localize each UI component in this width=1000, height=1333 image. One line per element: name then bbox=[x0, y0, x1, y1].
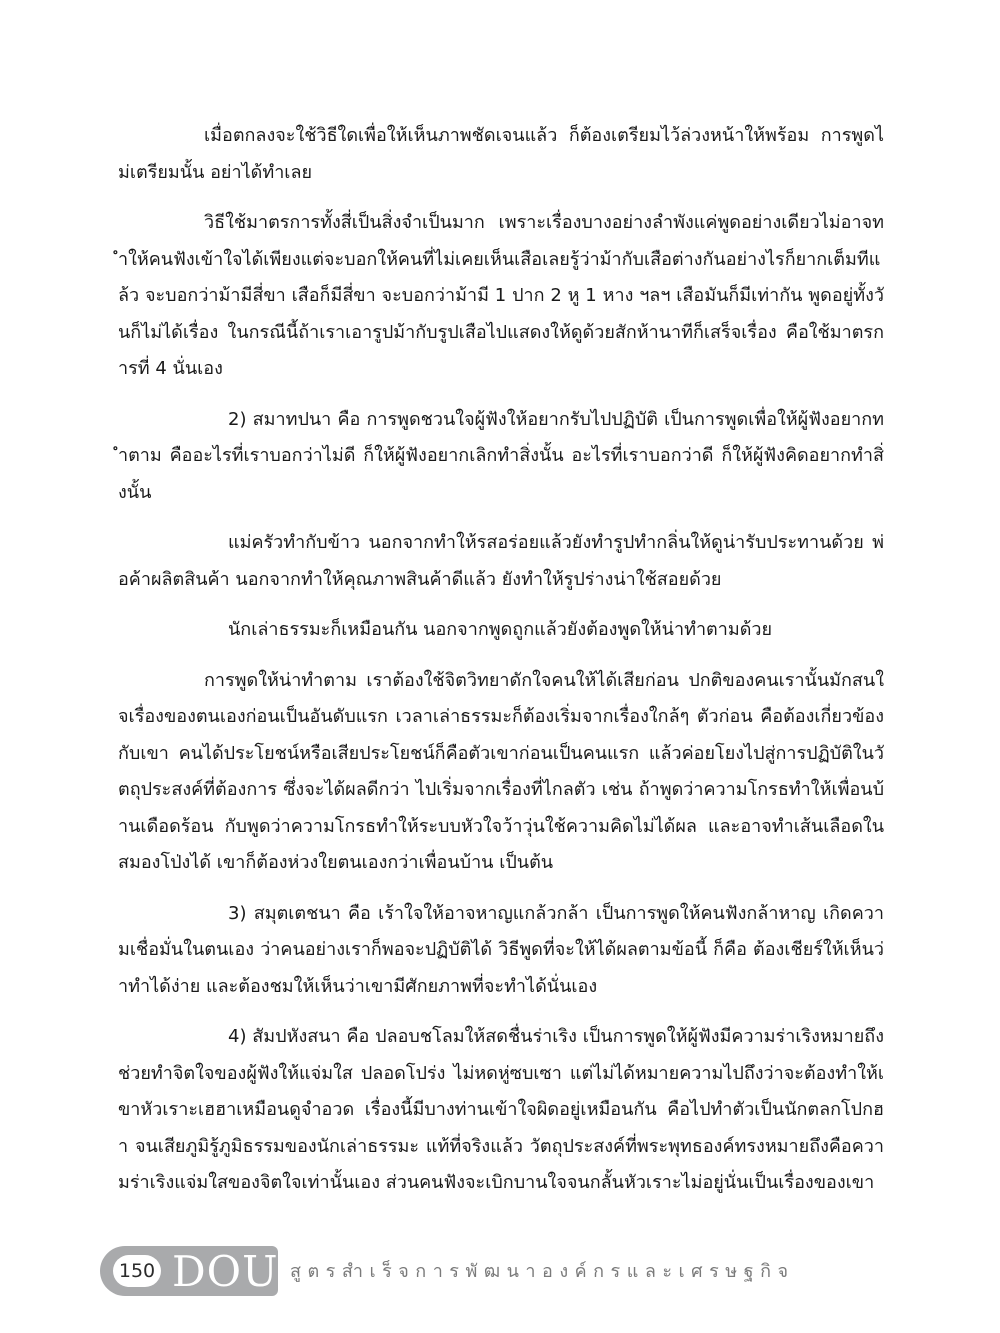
page-footer bbox=[100, 1246, 920, 1298]
paragraph-cook-analogy: แม่ครัวทำกับข้าว นอกจากทำให้รสอร่อยแล้วยังทำรูปทำกลิ่นให้ดูน่ารับประทานด้วย พ่อค้าผลิตสินค้า นอกจากทำให้คุณภาพสินค้าดีแล้ว ยังทำให้รูปร่างน่าใช้สอยด้วย bbox=[118, 532, 884, 590]
paragraph-samadapana: 2) สมาทปนา คือ การพูดชวนใจผู้ฟังให้อยากรับไปปฏิบัติ เป็นการพูดเพื่อให้ผู้ฟังอยากทำตาม คืออะไรที่เราบอกว่าไม่ดี ก็ให้ผู้ฟังอยากเลิกทำสิ่งนั้น อะไรที่เราบอกว่าดี ก็ให้ผู้ฟังคิดอยากทำสิ่งนั้น bbox=[118, 408, 884, 503]
page-body bbox=[118, 118, 884, 1216]
page-number: 150 bbox=[113, 1255, 161, 1287]
paragraph-samuttejana: 3) สมุตเตชนา คือ เร้าใจให้อาจหาญแกล้วกล้า เป็นการพูดให้คนฟังกล้าหาญ เกิดความเชื่อมั่นในตนเอง ว่าคนอย่างเราก็พอจะปฏิบัติได้ วิธีพูดที่จะให้ได้ผลตามข้อนี้ ก็คือ ต้องเชียร์ให้เห็นว่าทำได้ง่าย และต้องชมให้เห็นว่าเขามีศักยภาพที่จะทำได้นั่นเอง bbox=[118, 902, 884, 997]
paragraph-dhamma-teller: นักเล่าธรรมะก็เหมือนกัน นอกจากพูดถูกแล้วยังต้องพูดให้น่าทำตามด้วย bbox=[228, 619, 773, 640]
dou-logo: DOU bbox=[172, 1247, 279, 1296]
paragraph-psychology: การพูดให้น่าทำตาม เราต้องใช้จิตวิทยาดักใจคนให้ได้เสียก่อน ปกติของคนเรานั้นมักสนใจเรื่องของตนเองก่อนเป็นอันดับแรก เวลาเล่าธรรมะก็ต้องเริ่มจากเรื่องใกล้ๆ ตัวก่อน คือต้องเกี่ยวข้องกับเขา คนได้ประโยชน์หรือเสียประโยชน์ก็คือตัวเขาก่อนเป็นคนแรก แล้วค่อยโยงไปสู่การปฏิบัติในวัตถุประสงค์ที่ต้องการ ซึ่งจะได้ผลดีกว่า ไปเริ่มจากเรื่องที่ไกลตัว เช่น ถ้าพูดว่าความโกรธทำให้เพื่อนบ้านเดือดร้อน กับพูดว่าความโกรธทำให้ระบบหัวใจว้าวุ่นใช้ความคิดไม่ได้ผล และอาจทำเส้นเลือดในสมองโป่งได้ เขาก็ต้องห่วงใยตนเองกว่าเพื่อนบ้าน เป็นต้น bbox=[118, 669, 884, 873]
paragraph-sampahamsana: 4) สัมปหังสนา คือ ปลอบชโลมให้สดชื่นร่าเริง เป็นการพูดให้ผู้ฟังมีความร่าเริงหมายถึงช่วยทำจิตใจของผู้ฟังให้แจ่มใส ปลอดโปร่ง ไม่หดหู่ซบเซา แต่ไม่ได้หมายความไปถึงว่าจะต้องทำให้เขาหัวเราะเฮฮาเหมือนดูจำอวด เรื่องนี้มีบางท่านเข้าใจผิดอยู่เหมือนกัน คือไปทำตัวเป็นนักตลกโปกฮา จนเสียภูมิรู้ภูมิธรรมของนักเล่าธรรมะ แท้ที่จริงแล้ว วัตถุประสงค์ที่พระพุทธองค์ทรงหมายถึงคือความร่าเริงแจ่มใสของจิตใจเท่านั้นเอง ส่วนคนฟังจะเบิกบานใจจนกลั้นหัวเราะไม่อยู่นั่นเป็นเรื่องของเขา bbox=[118, 1026, 884, 1193]
book-title: สูตรสำเร็จการพัฒนาองค์กรและเศรษฐกิจ bbox=[290, 1261, 795, 1282]
paragraph-visual-preparation: เมื่อตกลงจะใช้วิธีใดเพื่อให้เห็นภาพชัดเจนแล้ว ก็ต้องเตรียมไว้ล่วงหน้าให้พร้อม การพูดไม่เตรียมนั้น อย่าได้ทำเลย bbox=[118, 125, 884, 183]
paragraph-four-measures: วิธีใช้มาตรการทั้งสี่เป็นสิ่งจำเป็นมาก เพราะเรื่องบางอย่างลำพังแค่พูดอย่างเดียวไม่อาจทำให้คนฟังเข้าใจได้เพียงแต่จะบอกให้คนที่ไม่เคยเห็นเสือเลยรู้ว่าม้ากับเสือต่างกันอย่างไรก็ยากเต็มทีแล้ว จะบอกว่าม้ามีสี่ขา เสือก็มีสี่ขา จะบอกว่าม้ามี 1 ปาก 2 หู 1 หาง ฯลฯ เสือมันก็มีเท่ากัน พูดอยู่ทั้งวันก็ไม่ได้เรื่อง ในกรณีนี้ถ้าเราเอารูปม้ากับรูปเสือไปแสดงให้ดูด้วยสักห้านาทีก็เสร็จเรื่อง คือใช้มาตรการที่ 4 นั่นเอง bbox=[118, 212, 884, 379]
footer-badge bbox=[100, 1246, 278, 1296]
